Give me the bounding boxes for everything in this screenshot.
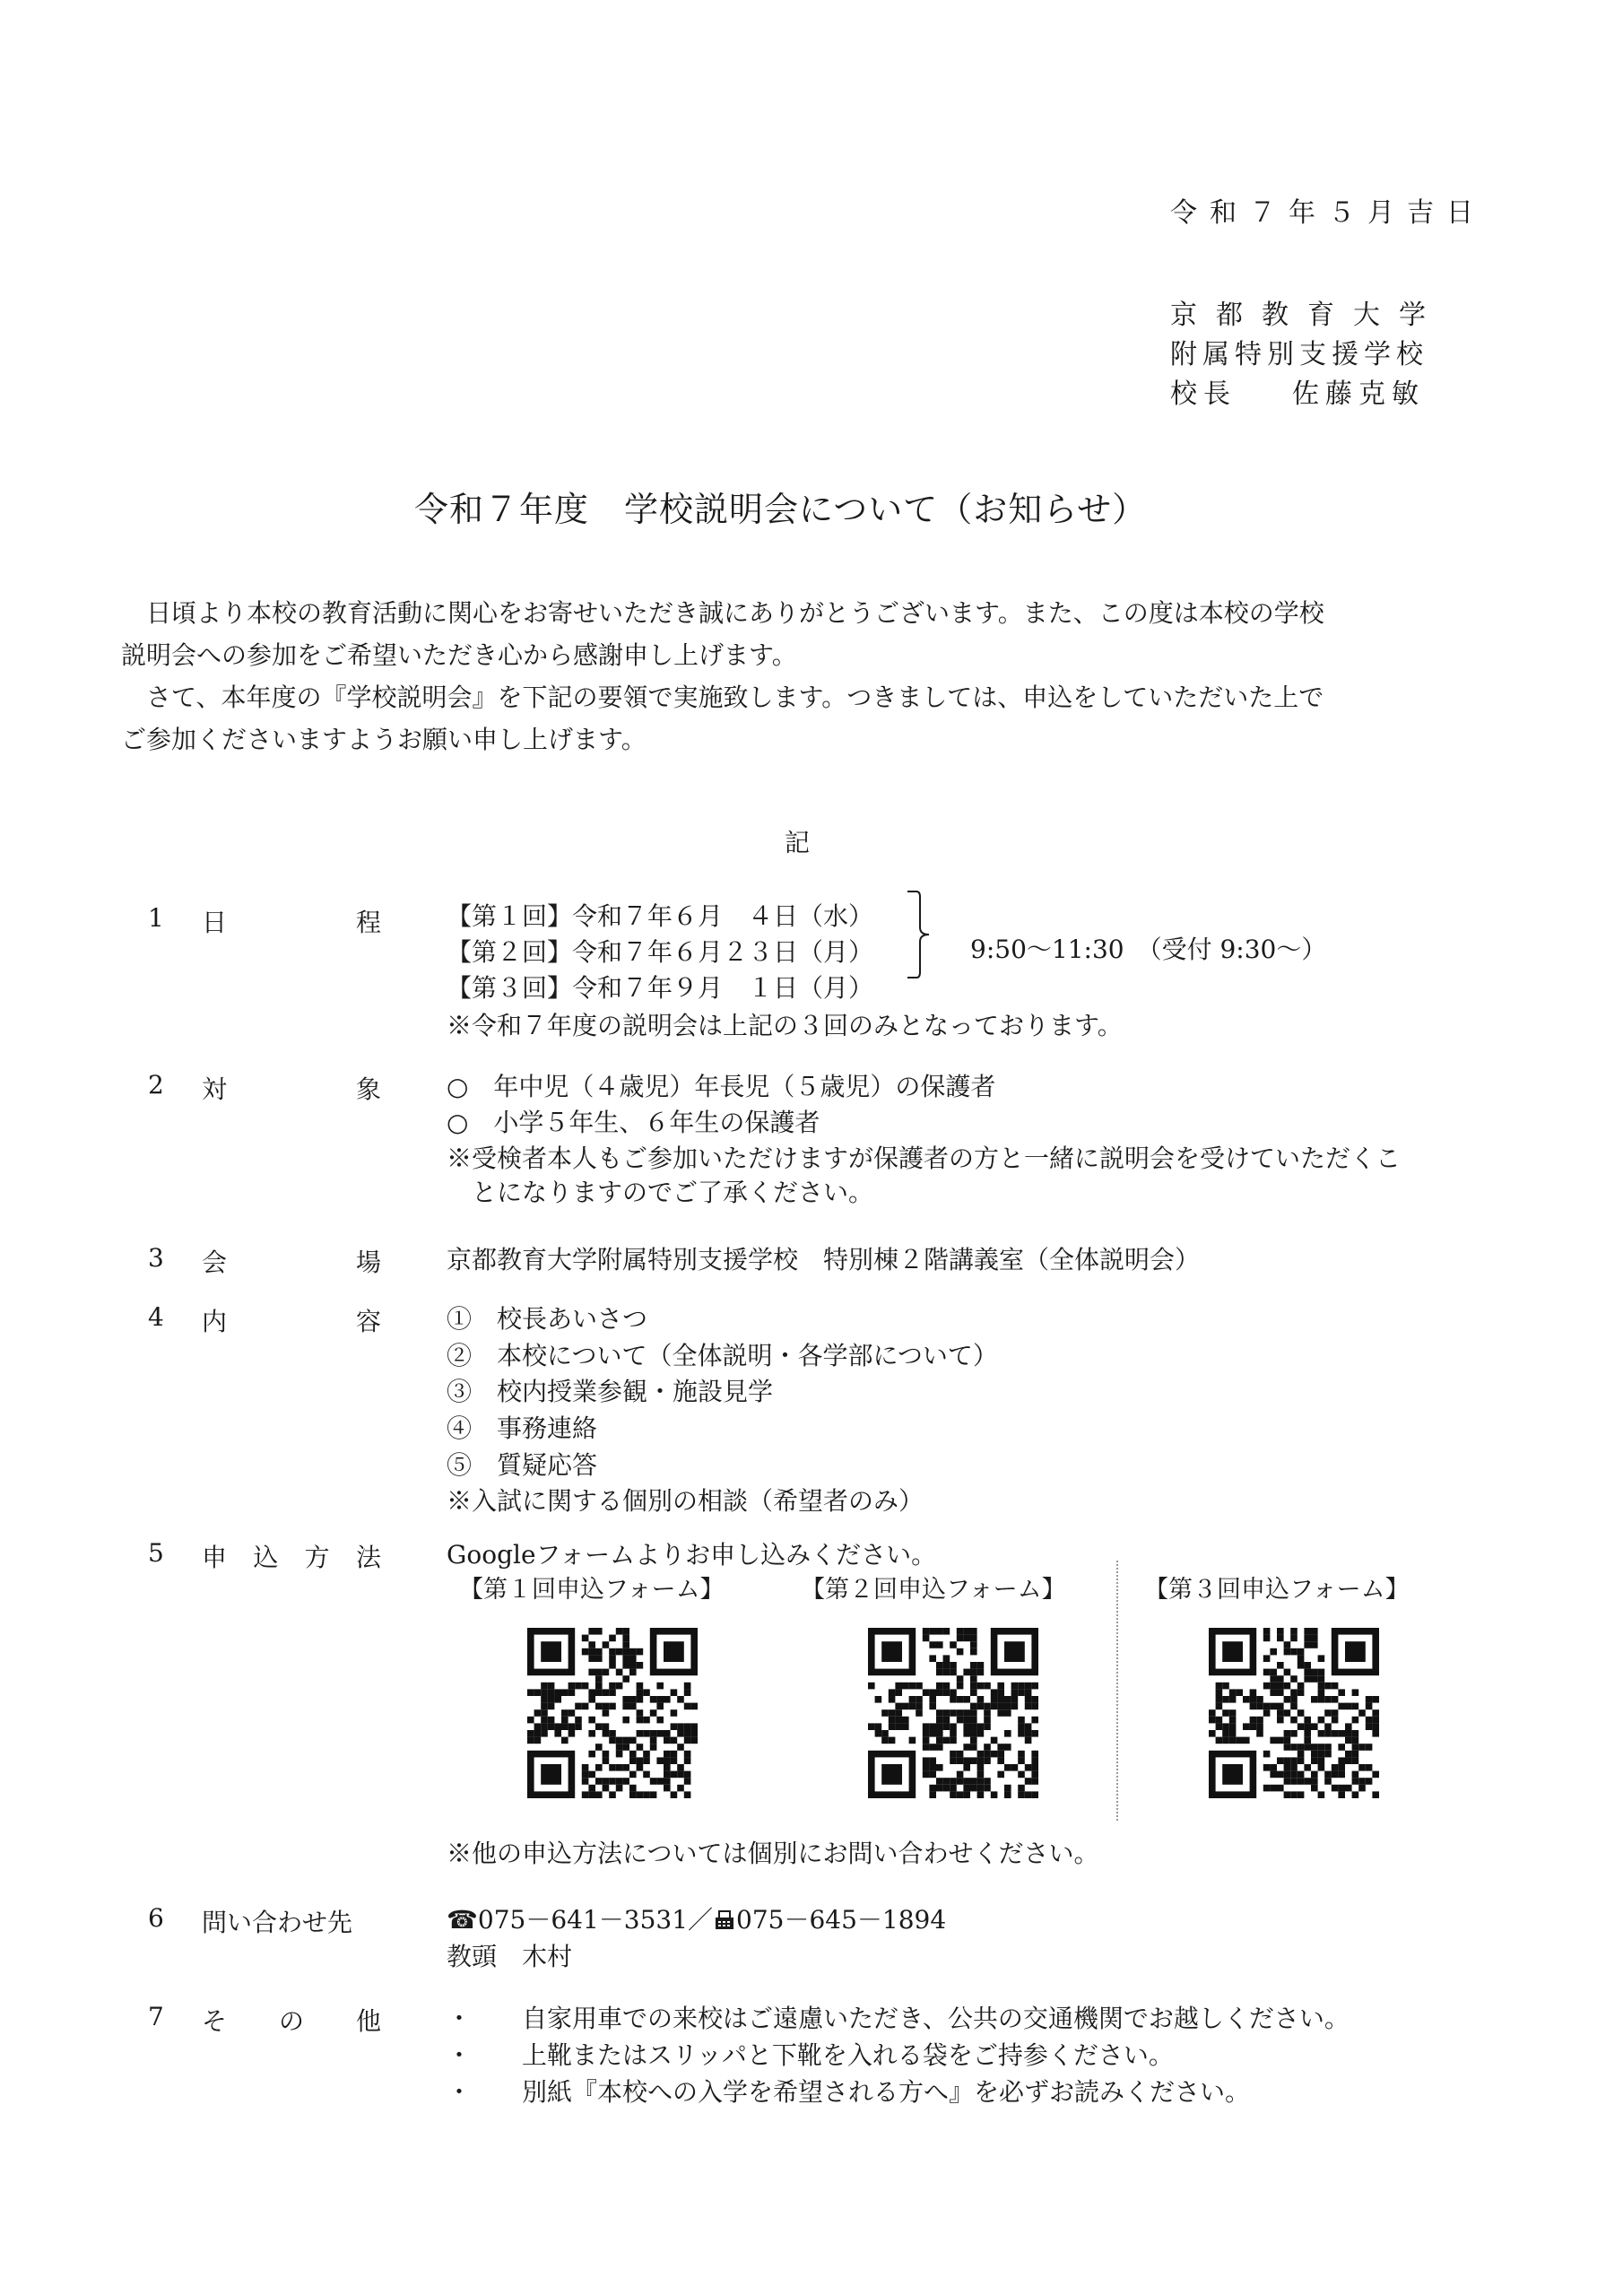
contact-phone[interactable]: ☎075－641－3531／ (447, 1905, 714, 1935)
section-2-label (202, 1070, 381, 1106)
sender-school: 附属特別支援学校 (1170, 339, 1428, 370)
label-char: 程 (355, 908, 381, 937)
contact-phone-fax (447, 1900, 946, 1936)
label-char: の (278, 2006, 304, 2036)
target-item-1: ○ 年中児（４歳児）年長児（５歳児）の保護者 (447, 1072, 996, 1101)
contact-person: 教頭 木村 (447, 1942, 573, 1971)
label-char: 他 (355, 2006, 381, 2036)
section-7-number: 7 (148, 2002, 164, 2031)
section-6-number: 6 (148, 1903, 164, 1933)
apply-text: Googleフォームよりお申し込みください。 (447, 1540, 937, 1570)
sender-block (1170, 296, 1445, 414)
schedule-row-1: 【第１回】令和７年６月 ４日（水） (447, 901, 874, 931)
form-1-qr-code[interactable] (527, 1628, 698, 1798)
form-3-label: 【第３回申込フォーム】 (1144, 1576, 1410, 1604)
schedule-note: ※令和７年度の説明会は上記の３回のみとなっております。 (447, 1011, 1123, 1040)
form-1-label: 【第１回申込フォーム】 (459, 1576, 725, 1604)
intro-line-3: さて、本年度の『学校説明会』を下記の要領で実施致します。つきましては、申込をしていただいた上で (146, 683, 1324, 712)
content-item-2: ② 本校について（全体説明・各学部について） (447, 1341, 998, 1370)
content-item-3: ③ 校内授業参観・施設見学 (447, 1377, 774, 1406)
document-date: 令和７年５月吉日 (1170, 197, 1486, 229)
schedule-time: 9:50～11:30 （受付 9:30～） (970, 935, 1327, 964)
fax-icon (713, 1909, 736, 1932)
apply-note: ※他の申込方法については個別にお問い合わせください。 (447, 1839, 1099, 1868)
sender-principal (1170, 375, 1445, 414)
content-item-1: ① 校長あいさつ (447, 1304, 648, 1334)
label-char: そ (202, 2006, 228, 2036)
intro-text (121, 592, 1502, 761)
content-item-5: ⑤ 質疑応答 (447, 1450, 598, 1480)
other-item-3: ・ 別紙『本校への入学を希望される方へ』を必ずお読みください。 (447, 2077, 1251, 2107)
label-char: 容 (355, 1307, 381, 1336)
ki-heading: 記 (785, 828, 811, 857)
label-char: 場 (355, 1248, 381, 1277)
target-note-2: とになりますのでご了承ください。 (472, 1178, 874, 1207)
schedule-row-2: 【第２回】令和７年６月２３日（月） (447, 937, 874, 967)
contact-fax: 075－645－1894 (736, 1905, 947, 1935)
principal-name: 佐藤克敏 (1292, 378, 1425, 410)
section-2-number: 2 (148, 1070, 164, 1100)
section-4-label (202, 1302, 381, 1338)
intro-line-2: 説明会への参加をご希望いただき心から感謝申し上げます。 (121, 640, 797, 670)
label-char: 申 (202, 1543, 228, 1572)
other-item-1: ・ 自家用車での来校はご遠慮いただき、公共の交通機関でお越しください。 (447, 2004, 1350, 2033)
target-note-1: ※受検者本人もご参加いただけますが保護者の方と一緒に説明会を受けていただくこ (447, 1144, 1402, 1173)
form-divider (1116, 1561, 1118, 1821)
section-1-label (202, 903, 381, 939)
section-1-number: 1 (148, 903, 164, 933)
label-char: 内 (202, 1307, 228, 1336)
section-5-label (202, 1538, 381, 1574)
label-char: 会 (202, 1248, 228, 1277)
schedule-brace (906, 888, 942, 981)
content-item-4: ④ 事務連絡 (447, 1413, 598, 1443)
form-3-qr-code[interactable] (1209, 1628, 1379, 1798)
schedule-row-3: 【第３回】令和７年９月 １日（月） (447, 973, 874, 1003)
section-4-number: 4 (148, 1302, 164, 1332)
sender-university: 京都教育大学 (1170, 300, 1445, 331)
section-7-label (202, 2002, 381, 2038)
label-char: 象 (355, 1074, 381, 1104)
content-note: ※入試に関する個別の相談（希望者のみ） (447, 1486, 924, 1516)
intro-line-4: ご参加くださいますようお願い申し上げます。 (121, 725, 647, 754)
label-char: 日 (202, 908, 228, 937)
section-6-label: 問い合わせ先 (202, 1908, 353, 1937)
section-3-number: 3 (148, 1243, 164, 1273)
label-char: 込 (253, 1543, 279, 1572)
intro-line-1: 日頃より本校の教育活動に関心をお寄せいただき誠にありがとうございます。また、この度は本校の学校 (146, 598, 1324, 628)
section-5-number: 5 (148, 1538, 164, 1568)
document-title: 令和７年度 学校説明会について（お知らせ） (414, 490, 1148, 529)
principal-title: 校長 (1170, 378, 1237, 410)
form-2-qr-code[interactable] (868, 1628, 1038, 1798)
other-item-2: ・ 上靴またはスリッパと下靴を入れる袋をご持参ください。 (447, 2040, 1174, 2070)
venue-text: 京都教育大学附属特別支援学校 特別棟２階講義室（全体説明会） (447, 1245, 1201, 1274)
label-char: 法 (355, 1543, 381, 1572)
form-2-label: 【第２回申込フォーム】 (801, 1576, 1066, 1604)
target-item-2: ○ 小学５年生、６年生の保護者 (447, 1108, 820, 1137)
label-char: 方 (304, 1543, 330, 1572)
label-char: 対 (202, 1074, 228, 1104)
section-3-label (202, 1243, 381, 1279)
